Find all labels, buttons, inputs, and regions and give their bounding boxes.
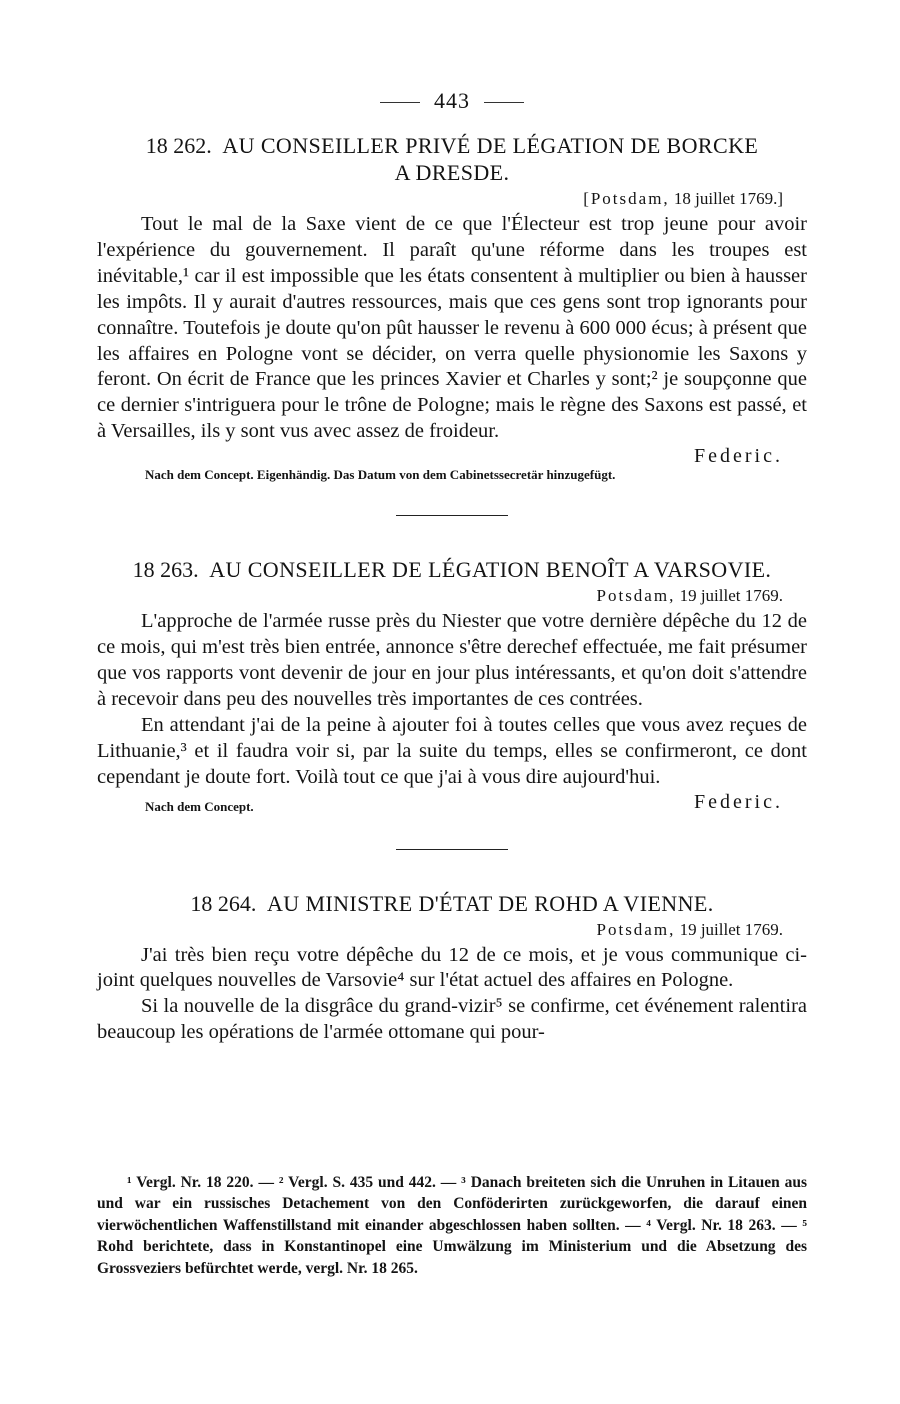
letter-paragraph: J'ai très bien reçu votre dépêche du 12 de ce mois, et je vous communique ci-joint quelques nouvelles de Varsovie⁴ sur l'état actuel des affaires en Pologne.	[97, 943, 807, 992]
letter-heading	[97, 556, 807, 583]
letter-number: 18 264.	[190, 890, 257, 916]
dateline-place: [Potsdam,	[583, 189, 670, 208]
letter-18263	[97, 556, 807, 849]
letter-paragraph: Si la nouvelle de la disgrâce du grand-vizir⁵ se confirme, cet événement ralentira beaucoup les opérations de l'armée ottomane qui pour-	[97, 995, 807, 1044]
dateline-date: 19 juillet 1769.	[679, 919, 783, 939]
section-divider	[396, 849, 508, 850]
letter-title-line2: A DRESDE.	[394, 160, 510, 185]
dateline-date: 18 juillet 1769.]	[673, 189, 783, 208]
letter-18262	[97, 132, 807, 516]
source-note: Nach dem Concept.	[145, 798, 254, 814]
signature: Federic.	[694, 790, 783, 813]
letter-number: 18 262.	[145, 133, 212, 158]
dateline	[97, 919, 783, 941]
source-note: Nach dem Concept. Eigenhändig. Das Datum von dem Cabinetssecretär hinzugefügt.	[145, 467, 616, 483]
footnotes	[97, 1172, 807, 1279]
dateline-place: Potsdam,	[596, 919, 676, 939]
letter-number: 18 263.	[132, 557, 199, 583]
section-divider	[396, 515, 508, 516]
dateline-date: 19 juillet 1769.	[679, 586, 783, 606]
letter-heading	[97, 890, 807, 917]
page-body	[97, 88, 807, 1046]
dateline-place: Potsdam,	[596, 586, 676, 606]
footnote-text: ¹ Vergl. Nr. 18 220. — ² Vergl. S. 435 und 442. — ³ Danach breiteten sich die Unruhen in Litauen aus und war ein russisches Detachement von den Conföderirten zurückgeworfen, die darauf einen vierwöchentlichen Waffenstillstand mit einander abgeschlossen haben sollten. — ⁴ Vergl. Nr. 18 263. — ⁵ Rohd berichtete, dass in Konstantinopel eine Umwälzung im Ministerium und die Absetzung des Grossveziers befürchtet werde, vergl. Nr. 18 265.	[97, 1174, 807, 1277]
source-note-row	[97, 467, 807, 485]
page-number-text: 443	[434, 88, 470, 113]
dateline	[97, 585, 783, 607]
signature-row	[97, 791, 807, 819]
letter-paragraph: Tout le mal de la Saxe vient de ce que l'Électeur est trop jeune pour avoir l'expérience du gouvernement. Il paraît qu'une réforme dans les troupes est inévitable,¹ car il est impossible que les états consentent à multiplier ou bien à hausser les impôts. Il y aurait d'autres ressources, mais que ces gens sont trop ignorants pour connaître. Toutefois je doute qu'on pût hausser le revenu à 600 000 écus; à présent que les affaires en Pologne vont se décider, on verra quelle physionomie les Saxons y feront. On écrit de France que les princes Xavier et Charles y sont;² je soupçonne que ce dernier s'intriguera pour le trône de Pologne; mais le règne des Saxons est passé, et à Versailles, ils y sont vus avec assez de froideur.	[97, 213, 807, 443]
letter-title: AU CONSEILLER PRIVÉ DE LÉGATION DE BORCKE	[222, 133, 759, 158]
page-number-dash-right	[484, 102, 524, 103]
dateline	[97, 188, 783, 210]
letter-paragraph: L'approche de l'armée russe près du Niester que votre dernière dépêche du 12 de ce mois, qui m'est très bien entrée, annonce s'être derechef effectuée, me fait présumer que vos rapports vont devenir de jour en jour plus intéressants, et qu'on doit s'attendre à recevoir dans peu des nouvelles très importantes de ces contrées.	[97, 610, 807, 710]
page-number-dash-left	[380, 102, 420, 103]
letter-heading	[97, 132, 807, 159]
signature: Federic.	[694, 445, 783, 468]
letter-title: AU MINISTRE D'ÉTAT DE ROHD A VIENNE.	[266, 890, 714, 916]
letter-18264	[97, 890, 807, 1047]
page-number	[97, 88, 807, 114]
letter-paragraph: En attendant j'ai de la peine à ajouter foi à toutes celles que vous avez reçues de Lithuanie,³ et il faudra voir si, par la suite du temps, elles se confirmeront, ce dont cependant je doute fort. Voilà tout ce que j'ai à vous dire aujourd'hui.	[97, 713, 807, 788]
letter-title: AU CONSEILLER DE LÉGATION BENOÎT A VARSOVIE.	[209, 557, 772, 583]
